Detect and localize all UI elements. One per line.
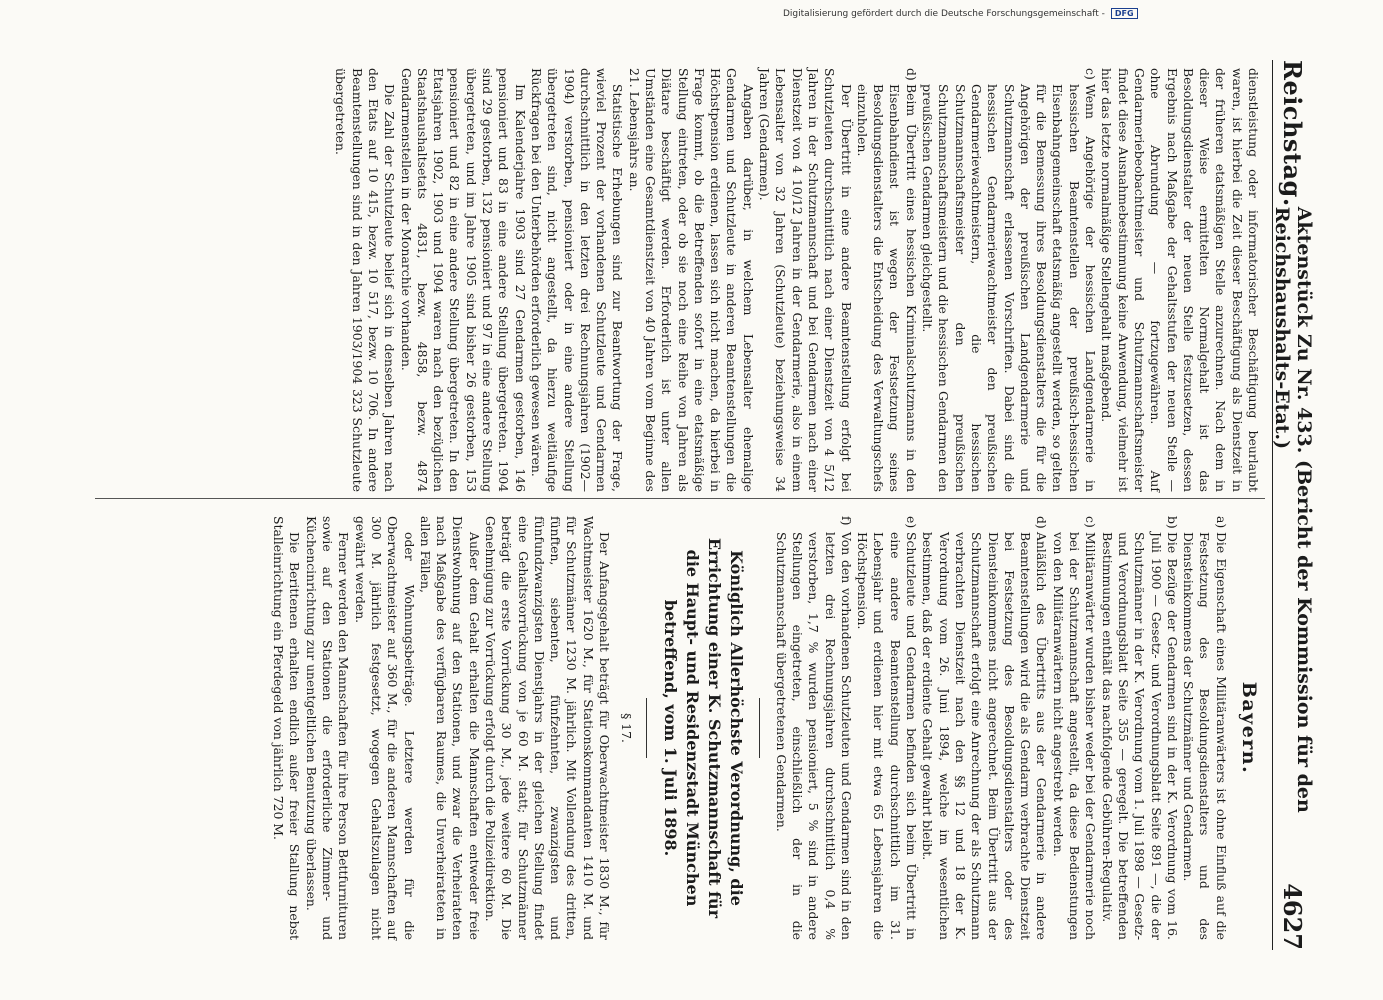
column-divider [95,498,1265,499]
paragraph: dienstleistung oder informatorischer Beschäftigung beurlaubt waren, ist hierbei die Zeit dieser Beschäftigung als Dienstzeit in der früheren etatsmäßigen Stelle anzurechnen. Nach dem in dieser Weise ermittelten Normalgehalt ist das Besoldungsdienstalter der neuen Stelle festzusetzen, dessen Ergebnis nach Maßgabe der Gehaltsstufen der neuen Stelle — ohne Abrundung — fortzugewähren. Auf Gendarmeriebeobachtmeister und Schutzmannschaftsmeister findet diese Ausnahmebestimmung keine Anwendung, vielmehr ist hier das letzte normalmäßige Stellengehalt maßgebend. [1099,68,1261,492]
item-label: b) [1164,516,1180,529]
item-text: Die Bezüge der Gendarmen sind in der K. Verordnung vom 16. Juli 1900 — Gesetz- und Verordnungsblatt Seite 891 —, die der Schutzmänner in der K. Verordnung vom 1. Juli 1898 — Gesetz- und Verordnungsblatt Seite 355 — geregelt. Die betreffenden Bestimmungen enthält das nachfolgende Gebühren-Regulativ. [1099,532,1180,940]
paragraph: Der Übertritt in eine andere Beamtenstellung erfolgt bei Schutzleuten durchschnittlich nach einer Dienstzeit von 4 5/12 Jahren in der Schutzmannschaft und bei Gendarmen nach einer Dienstzeit von 4 10/12 Jahren in der Gendarmerie, also in einem Lebensalter von 32 Jahren (Schutzleute) beziehungsweise 34 Jahren (Gendarmen). [757,68,854,492]
list-item-d [854,68,919,492]
item-text: Beim Übertritt eines hessischen Kriminalschutzmanns in den Eisenbahndienst ist wegen der Festsetzung seines Besoldungsdienstalters die Entscheidung des Verwaltungschefs einzuholen. [854,84,919,492]
item-label: c) [1083,68,1099,80]
dfg-logo: DFG [1111,8,1138,19]
list-item-d [919,516,1049,940]
item-text: Die Eigenschaft eines Militäranwärters ist ohne Einfluß auf die Festsetzung des Besoldungsdienstalters und des Diensteinkommens der Schutzmänner und Gendarmen. [1181,532,1229,940]
paragraph: Die Berittenen erhalten endlich außer freier Stallung nebst Stalleinrichtung ein Pferdegeld von jährlich 720 M. [271,516,303,940]
paragraph: Die Zahl der Schutzleute belief sich in denselben Jahren nach den Etats auf 10 415, bezw. 10 517, bezw. 10 706. In andere Beamtenstellungen sind in den Jahren 1903/1904 323 Schutzleute übergetreten. [333,68,398,492]
item-text: Militäranwärter wurden bisher weder bei der Gendarmerie noch bei der Schutzmannschaft angestellt, da diese Bedienstungen von den Militäranwärtern nicht angestrebt werden. [1050,532,1099,940]
item-text: Wenn Angehörige der hessischen Landgendarmerie in hessischen Beamtenstellen der preußisch-hessischen Eisenbahngemeinschaft etatsmäßig angestellt werden, so gelten für die Bemessung ihres Besoldungsdienstalters die für die Angehörigen der preußischen Landgendarmerie und Schutzmannschaft erlassenen Vorschriften. Dabei sind die hessischen Gendarmeriewachtmeister den preußischen Gendarmeriewachtmeistern, die hessischen Schutzmannschaftsmeister den preußischen Schutzmannschaftsmeistern und die hessischen Gendarmen den preußischen Gendarmen gleichgestellt. [920,84,1099,492]
item-text: Anläßlich des Übertritts aus der Gendarmerie in andere Beamtenstellungen wird die als Gendarm verbrachte Dienstzeit bei Festsetzung des Besoldungsdienstalters oder des Diensteinkommens nicht angerechnet. Beim Übertritt aus der Schutzmannschaft erfolgt eine Anrechnung der als Schutzmann verbrachten Dienstzeit nach den §§ 12 und 18 der K. Verordnung vom 26. Juni 1894, welche im wesentlichen bestimmen, daß der erdiente Gehalt gewahrt bleibt. [920,532,1050,940]
list-item-e [854,516,919,940]
page-header [1272,60,1313,950]
left-column [332,68,1261,492]
item-label: f) [838,516,854,526]
paragraph: Statistische Erhebungen sind zur Beantwortung der Frage, wieviel Prozent der vorhandenen Schutzleute und Gendarmen durchschnittlich in den letzten drei Rechnungsjahren (1902—1904) verstorben, pensioniert oder in eine andere Stellung übergetreten sind, nicht angestellt, da hierzu weitläufige Rückfragen bei den Unterbehörden erforderlich gewesen wären. [528,68,626,492]
section-title: Bayern. [1238,681,1260,775]
header-left: Reichstag. [1278,60,1308,207]
item-label: d) [903,68,919,81]
page-number: 4627 [1278,883,1308,950]
item-text: Von den vorhandenen Schutzleuten und Gendarmen sind in den letzten drei Rechnungsjahren durchschnittlich 0,4 % verstorben, 1,7 % wurden pensioniert, 5 % sind in andere Stellungen eingetreten, einschließlich der in die Schutzmannschaft übergetretenen Gendarmen. [773,532,854,940]
credit-text: Digitalisierung gefördert durch die Deutsche Forschungsgemeinschaft - [783,9,1105,19]
header-center: Aktenstück Zu Nr. 433. (Bericht der Kommission für den Reichshaushalts-Etat.) [1271,206,1315,813]
paragraph: Im Kalenderjahre 1903 sind 27 Gendarmen gestorben, 146 pensioniert und 83 in eine andere Stellung übergetreten. 1904 sind 29 gestorben, 132 pensioniert und 97 in eine andere Stellung übergetreten, und im Jahre 1905 sind bisher 26 gestorben, 153 pensioniert und 82 in eine andere Stellung übergetreten. In den Etatsjahren 1902, 1903 und 1904 waren nach den bezüglichen Staatshaushaltsetats 4831, bezw. 4858, bezw. 4874 Gendarmenstellen in der Monarchie vorhanden. [398,68,528,492]
decree-title: Königlich Allerhöchste Verordnung, die Errichtung einer K. Schutzmannschaft für die Haupt- und Residenzstadt München betreffend, vom 1. Juli 1898. [661,537,747,919]
item-label: c) [1083,516,1099,528]
digitization-credit [783,8,1383,19]
paragraph: Angaben darüber, in welchem Lebensalter ehemalige Gendarmen und Schutzleute in anderen Beamtenstellungen die Höchstpension erdienen, lassen sich nicht machen, da hierbei in Frage kommt, ob die Betreffenden sofort in eine etatsmäßige Stellung eintreten, oder ob sie noch eine Reihe von Jahren als Diätare beschäftigt werden. Erforderlich ist unter allen Umständen eine Gesamtdienstzeit von 40 Jahren vom Beginne des 21. Lebensjahrs an. [626,68,756,492]
item-label: e) [904,516,920,529]
paragraph: oder Wohnungsbeiträge. Letztere werden für die Oberwachtmeister auf 360 M., für die anderen Mannschaften auf 300 M. jährlich festgesetzt, wogegen Gehaltszulagen nicht gewährt werden. [352,516,417,940]
separator-rule [646,698,647,758]
item-label: d) [1034,516,1050,529]
list-item-a [1180,516,1229,940]
list-item-b [1098,516,1179,940]
paragraph: Der Anfangsgehalt beträgt für Oberwachtmeister 1830 M., für Wachtmeister 1620 M., für Stationskommandanten 1410 M. und für Schutzmänner 1230 M. jährlich. Mit Vollendung des dritten, fünften, siebenten, fünfzehnten, zwanzigsten und fünfundzwanzigsten Dienstjahrs in der gleichen Stellung findet eine Gehaltsvorrückung von je 60 M. statt; für Schutzmänner beträgt die erste Vorrückung 30 M., jede weitere 60 M. Die Genehmigung zur Vorrückung erfolgt durch die Polizeidirektion. [483,516,613,940]
list-item-c [1049,516,1098,940]
item-label: a) [1213,516,1229,529]
item-text: Schutzleute und Gendarmen befinden sich beim Übertritt in eine andere Beamtenstellung durchschnittlich im 31. Lebensjahr und erdienen hier mit etwa 65 Lebensjahren die Höchstpension. [855,532,920,940]
list-item-f [772,516,853,940]
separator-rule [759,698,760,758]
list-item-c [919,68,1098,492]
paragraph-mark: § 17. [619,713,635,743]
paragraph: Ferner werden den Mannschaften für ihre Person Bettfurnituren sowie auf den Stationen die erforderliche Zimmer- und Küchencinrichtung zur unentgeltlichen Benutzung überlassen. [303,516,352,940]
paragraph: Außer dem Gehalt erhalten die Mannschaften entweder freie Dienstwohnung auf den Stationen, und zwar die Verheirateten nach Maßgabe des verfügbaren Raumes, die Unverheirateten in allen Fällen, [417,516,482,940]
right-column [270,516,1261,940]
